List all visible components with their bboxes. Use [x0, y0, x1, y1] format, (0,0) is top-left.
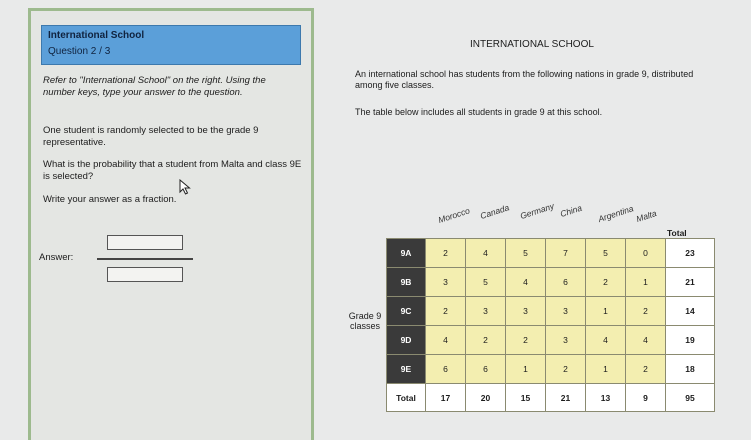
table-cell: 7: [546, 239, 586, 268]
row-label: Total: [387, 384, 426, 412]
row-label: 9E: [387, 355, 426, 384]
table-cell: 3: [426, 268, 466, 297]
table-cell: 3: [466, 297, 506, 326]
table-cell: 2: [626, 355, 666, 384]
table-cell: 2: [546, 355, 586, 384]
table-cell: 6: [466, 355, 506, 384]
table-cell: 3: [506, 297, 546, 326]
table-row: [387, 355, 715, 384]
nation-label-china: China: [558, 202, 584, 219]
table-cell: 2: [506, 326, 546, 355]
table-cell: 6: [546, 268, 586, 297]
totals-row: [387, 384, 715, 412]
table-cell: 3: [546, 297, 586, 326]
row-label: 9D: [387, 326, 426, 355]
table-row: [387, 326, 715, 355]
question-line-2: What is the probability that a student from Malta and class 9E is selected?: [43, 159, 302, 182]
table-cell: 4: [466, 239, 506, 268]
table-cell: 4: [426, 326, 466, 355]
table-cell: 5: [586, 239, 626, 268]
table-cell: 2: [426, 297, 466, 326]
table-cell: 4: [626, 326, 666, 355]
table-row: [387, 297, 715, 326]
question-counter: Question 2 / 3: [48, 46, 111, 57]
table-cell: 5: [466, 268, 506, 297]
column-total: 15: [506, 384, 546, 412]
numerator-input[interactable]: [107, 235, 183, 250]
column-total: 9: [626, 384, 666, 412]
table-row: [387, 239, 715, 268]
nation-label-canada: Canada: [478, 202, 511, 221]
question-line-1: One student is randomly selected to be the grade 9 representative.: [43, 125, 259, 148]
table-cell: 2: [466, 326, 506, 355]
row-total: 21: [666, 268, 715, 297]
table-cell: 4: [586, 326, 626, 355]
instructions-text: Refer to "International School" on the right. Using the number keys, type your answer to the question.: [43, 75, 266, 98]
table-cell: 4: [506, 268, 546, 297]
fraction-bar: [97, 258, 193, 260]
total-column-header: Total: [667, 228, 687, 238]
grade-classes-label: Grade 9 classes: [348, 311, 382, 331]
info-title: INTERNATIONAL SCHOOL: [470, 39, 594, 50]
row-label: 9B: [387, 268, 426, 297]
column-total: 17: [426, 384, 466, 412]
table-cell: 1: [586, 297, 626, 326]
info-intro: An international school has students from the following nations in grade 9, distributed among five classes.: [355, 69, 694, 90]
row-total: 23: [666, 239, 715, 268]
table-cell: 2: [586, 268, 626, 297]
table-row: [387, 268, 715, 297]
nation-label-morocco: Morocco: [436, 205, 471, 225]
row-total: 14: [666, 297, 715, 326]
nation-label-malta: Malta: [634, 208, 658, 224]
table-cell: 1: [626, 268, 666, 297]
denominator-input[interactable]: [107, 267, 183, 282]
column-total: 21: [546, 384, 586, 412]
table-cell: 1: [506, 355, 546, 384]
table-cell: 0: [626, 239, 666, 268]
row-total: 19: [666, 326, 715, 355]
question-panel: [28, 8, 314, 440]
nation-label-argentina: Argentina: [596, 203, 635, 224]
question-line-3: Write your answer as a fraction.: [43, 194, 177, 205]
mouse-pointer-icon: [179, 179, 191, 195]
header-title: International School: [48, 30, 145, 41]
answer-label: Answer:: [39, 252, 74, 263]
table-cell: 1: [586, 355, 626, 384]
table-cell: 2: [426, 239, 466, 268]
row-label: 9A: [387, 239, 426, 268]
grand-total: 95: [666, 384, 715, 412]
column-total: 13: [586, 384, 626, 412]
question-header: [41, 25, 301, 65]
table-cell: 6: [426, 355, 466, 384]
nation-label-germany: Germany: [518, 200, 556, 221]
column-total: 20: [466, 384, 506, 412]
enrollment-table: [386, 238, 715, 412]
table-cell: 5: [506, 239, 546, 268]
info-note: The table below includes all students in grade 9 at this school.: [355, 107, 603, 117]
table-cell: 2: [626, 297, 666, 326]
row-label: 9C: [387, 297, 426, 326]
table-cell: 3: [546, 326, 586, 355]
row-total: 18: [666, 355, 715, 384]
